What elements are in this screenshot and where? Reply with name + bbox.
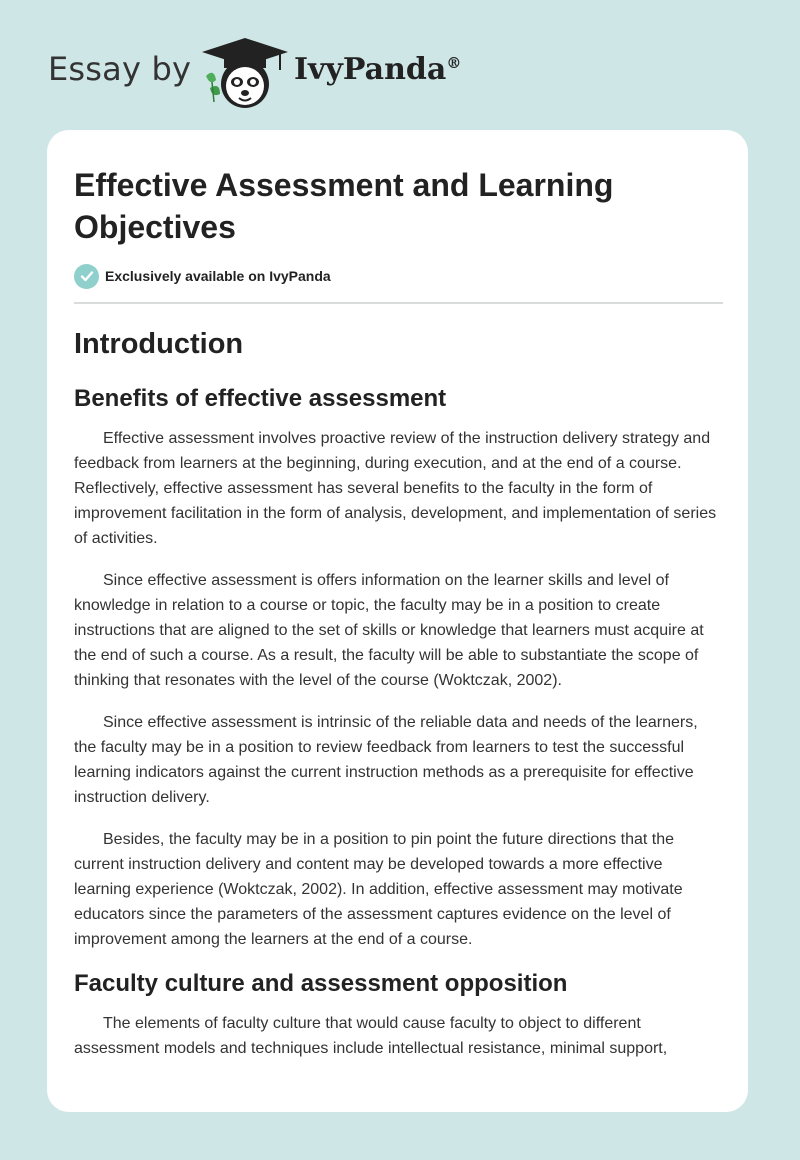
check-icon — [74, 264, 99, 289]
section-heading: Introduction — [74, 328, 244, 360]
exclusive-badge-text: Exclusively available on IvyPanda — [105, 268, 331, 284]
paragraph: Since effective assessment is offers information on the learner skills and level of knowledge in relation to a course or topic, the faculty may be in a position to create instructions that are aligned to the set of skills or knowledge that learners must acquire at the end of such a course. As a result, the faculty will be able to substantiate the scope of thinking that resonates with the level of the course (Woktczak, 2002). — [74, 572, 704, 689]
paragraph: The elements of faculty culture that would cause faculty to object to different assessment models and techniques include intellectual resistance, minimal support, — [74, 1015, 668, 1057]
subsection-heading: Benefits of effective assessment — [74, 385, 447, 412]
exclusive-badge — [74, 263, 331, 289]
paragraph: Besides, the faculty may be in a position to pin point the future directions that the current instruction delivery and content may be developed towards a more effective learning experience (Woktczak, 2002). In addition, effective assessment may motivate educators since the parameters of the assessment captures evidence on the level of improvement among the learners at the end of a course. — [74, 831, 683, 948]
subsection-heading: Faculty culture and assessment opposition — [74, 970, 568, 997]
brand-name[interactable] — [294, 52, 461, 87]
panda-graduate-icon[interactable] — [200, 36, 290, 110]
paragraph: Since effective assessment is intrinsic of the reliable data and needs of the learners, the faculty may be in a position to review feedback from learners to test the successful learning indicators against the current instruction methods as a prerequisite for effective instruction delivery. — [74, 714, 698, 806]
divider — [74, 302, 723, 304]
essay-card — [47, 130, 748, 1112]
brand-name-text: IvyPanda — [294, 52, 447, 87]
essay-title: Effective Assessment and Learning Objectives — [74, 167, 614, 245]
paragraph: Effective assessment involves proactive review of the instruction delivery strategy and feedback from learners at the beginning, during execution, and at the end of a course. Reflectively, effective assessment has several benefits to the faculty in the form of improvement facilitation in the form of analysis, development, and implementation of series of activities. — [74, 430, 717, 547]
site-header — [0, 0, 800, 130]
essay-body — [74, 324, 723, 1078]
essay-by-label: Essay by — [48, 50, 192, 88]
registered-mark: ® — [446, 54, 462, 72]
